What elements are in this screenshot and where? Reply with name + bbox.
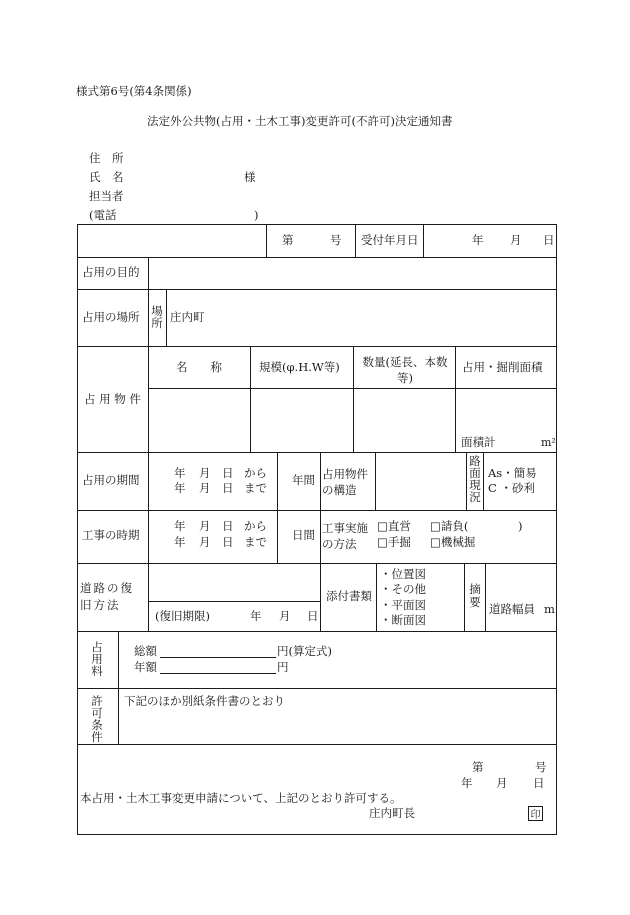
area-total-label: 面積計 <box>461 435 496 449</box>
fee-label: 占用料 <box>91 640 103 679</box>
period-to-day: 日 <box>222 481 234 495</box>
fee-total-label: 総額 <box>134 644 157 658</box>
construction-to-day: 日 <box>222 535 234 549</box>
conditions-label: 許可条件 <box>91 694 103 745</box>
period-until: まで <box>244 481 267 495</box>
option-contract-close: ) <box>518 519 523 533</box>
option-contract[interactable]: □請負( <box>430 519 469 533</box>
header-dai: 第 <box>282 233 294 247</box>
option-manual[interactable]: □手掘 <box>377 535 411 549</box>
construction-from-year: 年 <box>174 519 186 533</box>
restoration-label: 道路の復旧方法 <box>80 581 134 612</box>
fee-annual-line <box>160 673 276 674</box>
fee-total-suffix: 円(算定式) <box>277 644 332 658</box>
attachment-item: ・その他 <box>380 582 426 596</box>
fee-annual-label: 年額 <box>134 660 157 674</box>
period-from: から <box>244 466 267 480</box>
received-month: 月 <box>510 233 522 247</box>
restoration-deadline-year: 年 <box>250 609 262 623</box>
received-year: 年 <box>472 233 484 247</box>
structure-label: 占用物件の構造 <box>322 467 368 497</box>
objects-col-quantity: 数量(延長、本数等) <box>362 355 448 386</box>
conditions-text: 下記のほか別紙条件書のとおり <box>124 694 285 708</box>
address-label: 住 所 <box>89 151 124 165</box>
place-label: 場所 <box>151 304 163 331</box>
construction-to-year: 年 <box>174 535 186 549</box>
objects-col-name: 名 称 <box>176 360 222 374</box>
received-date-label: 受付年月日 <box>361 233 419 247</box>
period-from-year: 年 <box>174 466 186 480</box>
purpose-label: 占用の目的 <box>82 265 140 279</box>
restoration-deadline-month: 月 <box>279 609 291 623</box>
location-label: 占用の場所 <box>82 310 140 324</box>
road-surface-label: 路面現況 <box>469 454 481 504</box>
construction-from-month: 月 <box>199 519 211 533</box>
header-go: 号 <box>330 233 342 247</box>
footer-month: 月 <box>496 776 508 790</box>
remarks-label: 摘要 <box>469 582 481 609</box>
attachments-label: 添付書類 <box>326 589 372 603</box>
fee-total-line <box>160 657 276 658</box>
footer-dai: 第 <box>472 760 484 774</box>
area-unit: m² <box>541 436 556 449</box>
period-label: 占用の期間 <box>82 473 140 487</box>
construction-from: から <box>244 519 267 533</box>
location-town: 庄内町 <box>170 310 205 324</box>
surface-option-c: C ・砂利 <box>488 481 535 495</box>
attachment-item: ・断面図 <box>380 613 426 627</box>
objects-col-area: 占用・掘削面積 <box>462 360 543 374</box>
attachment-item: ・平面図 <box>380 598 426 612</box>
road-width-unit: m <box>544 602 555 616</box>
phone-close: ) <box>254 208 259 222</box>
name-label: 氏 名 <box>89 170 124 184</box>
fee-annual-suffix: 円 <box>277 660 289 674</box>
period-to-year: 年 <box>174 481 186 495</box>
objects-col-scale: 規模(φ.H.W等) <box>259 360 340 374</box>
footer-go: 号 <box>535 760 547 774</box>
period-from-day: 日 <box>222 466 234 480</box>
option-direct[interactable]: □直営 <box>377 519 411 533</box>
construction-from-day: 日 <box>222 519 234 533</box>
construction-to-month: 月 <box>199 535 211 549</box>
road-width-label: 道路幅員 <box>489 602 535 616</box>
surface-option-as: As・簡易 <box>488 466 537 480</box>
restoration-deadline-day: 日 <box>307 609 319 623</box>
construction-until: まで <box>244 535 267 549</box>
attachment-item: ・位置図 <box>380 567 426 581</box>
method-label: 工事実施の方法 <box>322 521 368 551</box>
page-title: 法定外公共物(占用・土木工事)変更許可(不許可)決定通知書 <box>147 114 453 128</box>
objects-label: 占 用 物 件 <box>84 392 141 406</box>
period-to-month: 月 <box>199 481 211 495</box>
phone-open: (電話 <box>89 208 117 222</box>
period-unit: 年間 <box>292 473 315 487</box>
approval-statement: 本占用・土木工事変更申請について、上記のとおり許可する。 <box>80 791 402 805</box>
mayor-title: 庄内町長 <box>369 806 415 820</box>
option-machine[interactable]: □機械掘 <box>430 535 476 549</box>
honorific-sama: 様 <box>244 170 256 184</box>
period-from-month: 月 <box>199 466 211 480</box>
seal-stamp: 印 <box>528 806 543 821</box>
form-number: 様式第6号(第4条関係) <box>76 84 192 98</box>
restoration-deadline-label: (復旧期限) <box>155 609 210 623</box>
construction-label: 工事の時期 <box>82 528 140 542</box>
received-day: 日 <box>543 233 555 247</box>
construction-unit: 日間 <box>292 528 315 542</box>
footer-day: 日 <box>533 776 545 790</box>
staff-label: 担当者 <box>89 189 124 203</box>
footer-year: 年 <box>461 776 473 790</box>
